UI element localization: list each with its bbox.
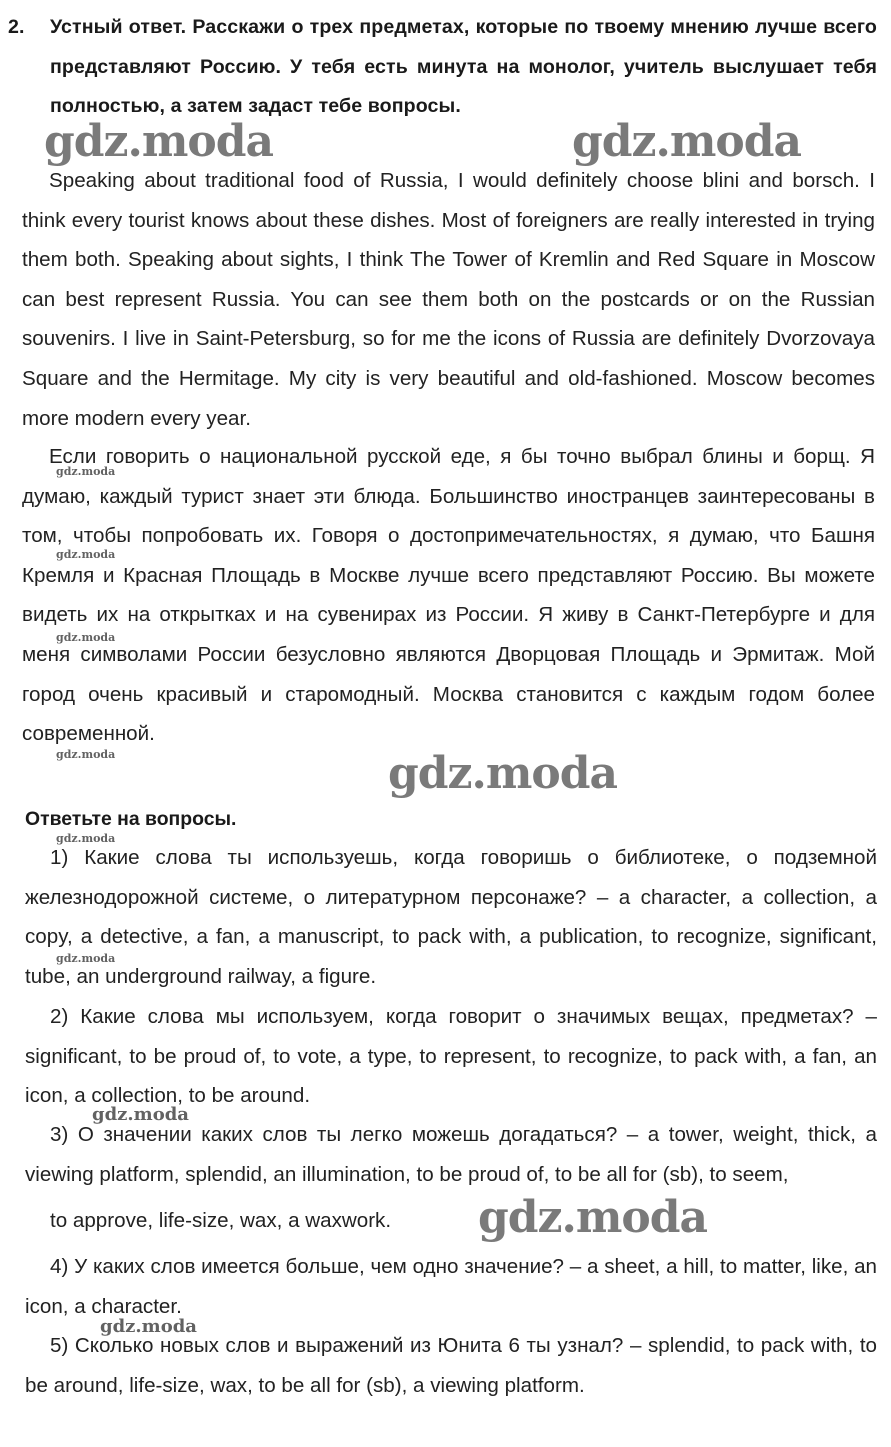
watermark-small: gdz.moda <box>56 832 116 845</box>
watermark-logo: gdz.moda <box>572 116 802 167</box>
question-answer-1: 1) Какие слова ты используешь, когда говоришь о библиотеке, о подземной железнодорожной системе, о литературном персонаже? – a character, a collection, a copy, a detective, a fan, a manuscript, to pack with, a publication, to recognize, significant, tube, an underground railway, a figure. <box>25 846 877 988</box>
question-answer-3-text: 3) О значении каких слов ты легко можешь догадаться? – a tower, weight, thick, a viewing platform, splendid, an illumination, to be proud of, to be all for (sb), to seem, <box>25 1123 877 1186</box>
watermark-logo: gdz.moda <box>44 116 274 167</box>
watermark-small: gdz.moda <box>56 952 116 965</box>
questions-heading: Ответьте на вопросы. <box>25 808 237 830</box>
watermark-small: gdz.moda <box>56 748 116 761</box>
task-text: Устный ответ. Расскажи о трех предметах, которые по твоему мнению лучше всего представляют Россию. У тебя есть минута на монолог, учитель выслушает тебя полностью, а затем задаст тебе вопросы. <box>50 16 877 117</box>
task-number: 2. <box>8 16 25 38</box>
watermark-logo: gdz.moda <box>478 1192 708 1243</box>
question-answer-3-last-line: to approve, life-size, wax, a waxwork. <box>50 1209 392 1233</box>
watermark-medium: gdz.moda <box>100 1316 197 1337</box>
watermark-medium: gdz.moda <box>92 1104 189 1125</box>
watermark-small: gdz.moda <box>56 631 116 644</box>
question-answer-4: 4) У каких слов имеется больше, чем одно значение? – a sheet, a hill, to matter, like, an icon, a character. <box>25 1255 877 1318</box>
watermark-logo: gdz.moda <box>388 748 618 799</box>
english-answer-paragraph: Speaking about traditional food of Russia, I would definitely choose blini and borsch. I think every tourist knows about these dishes. Most of foreigners are really interested in trying them both. Speaking about sights, I think The Tower of Kremlin and Red Square in Moscow can best represent Russia. You can see them both on the postcards or on the Russian souvenirs. I live in Saint-Petersburg, so for me the icons of Russia are definitely Dvorzovaya Square and the Hermitage. My city is very beautiful and old-fashioned. Moscow becomes more modern every year. <box>22 169 875 430</box>
question-answer-2: 2) Какие слова мы используем, когда говорит о значимых вещах, предметах? – significant, to be proud of, to vote, a type, to represent, to recognize, to pack with, a fan, an icon, a collection, to be around. <box>25 1005 877 1108</box>
question-answer-5: 5) Сколько новых слов и выражений из Юнита 6 ты узнал? – splendid, to pack with, to be around, life-size, wax, to be all for (sb), a viewing platform. <box>25 1334 877 1397</box>
watermark-small: gdz.moda <box>56 465 116 478</box>
question-answer-3 <box>25 1115 877 1241</box>
russian-answer-paragraph: Если говорить о национальной русской еде, я бы точно выбрал блины и борщ. Я думаю, каждый турист знает эти блюда. Большинство иностранцев заинтересованы в том, чтобы попробовать их. Говоря о достопримечательностях, я думаю, что Башня Кремля и Красная Площадь в Москве лучше всего представляют Россию. Вы можете видеть их на открытках и на сувенирах из России. Я живу в Санкт-Петербурге и для меня символами России безусловно являются Дворцовая Площадь и Эрмитаж. Мой город очень красивый и старомодный. Москва становится с каждым годом более современной. <box>22 445 875 746</box>
watermark-small: gdz.moda <box>56 548 116 561</box>
